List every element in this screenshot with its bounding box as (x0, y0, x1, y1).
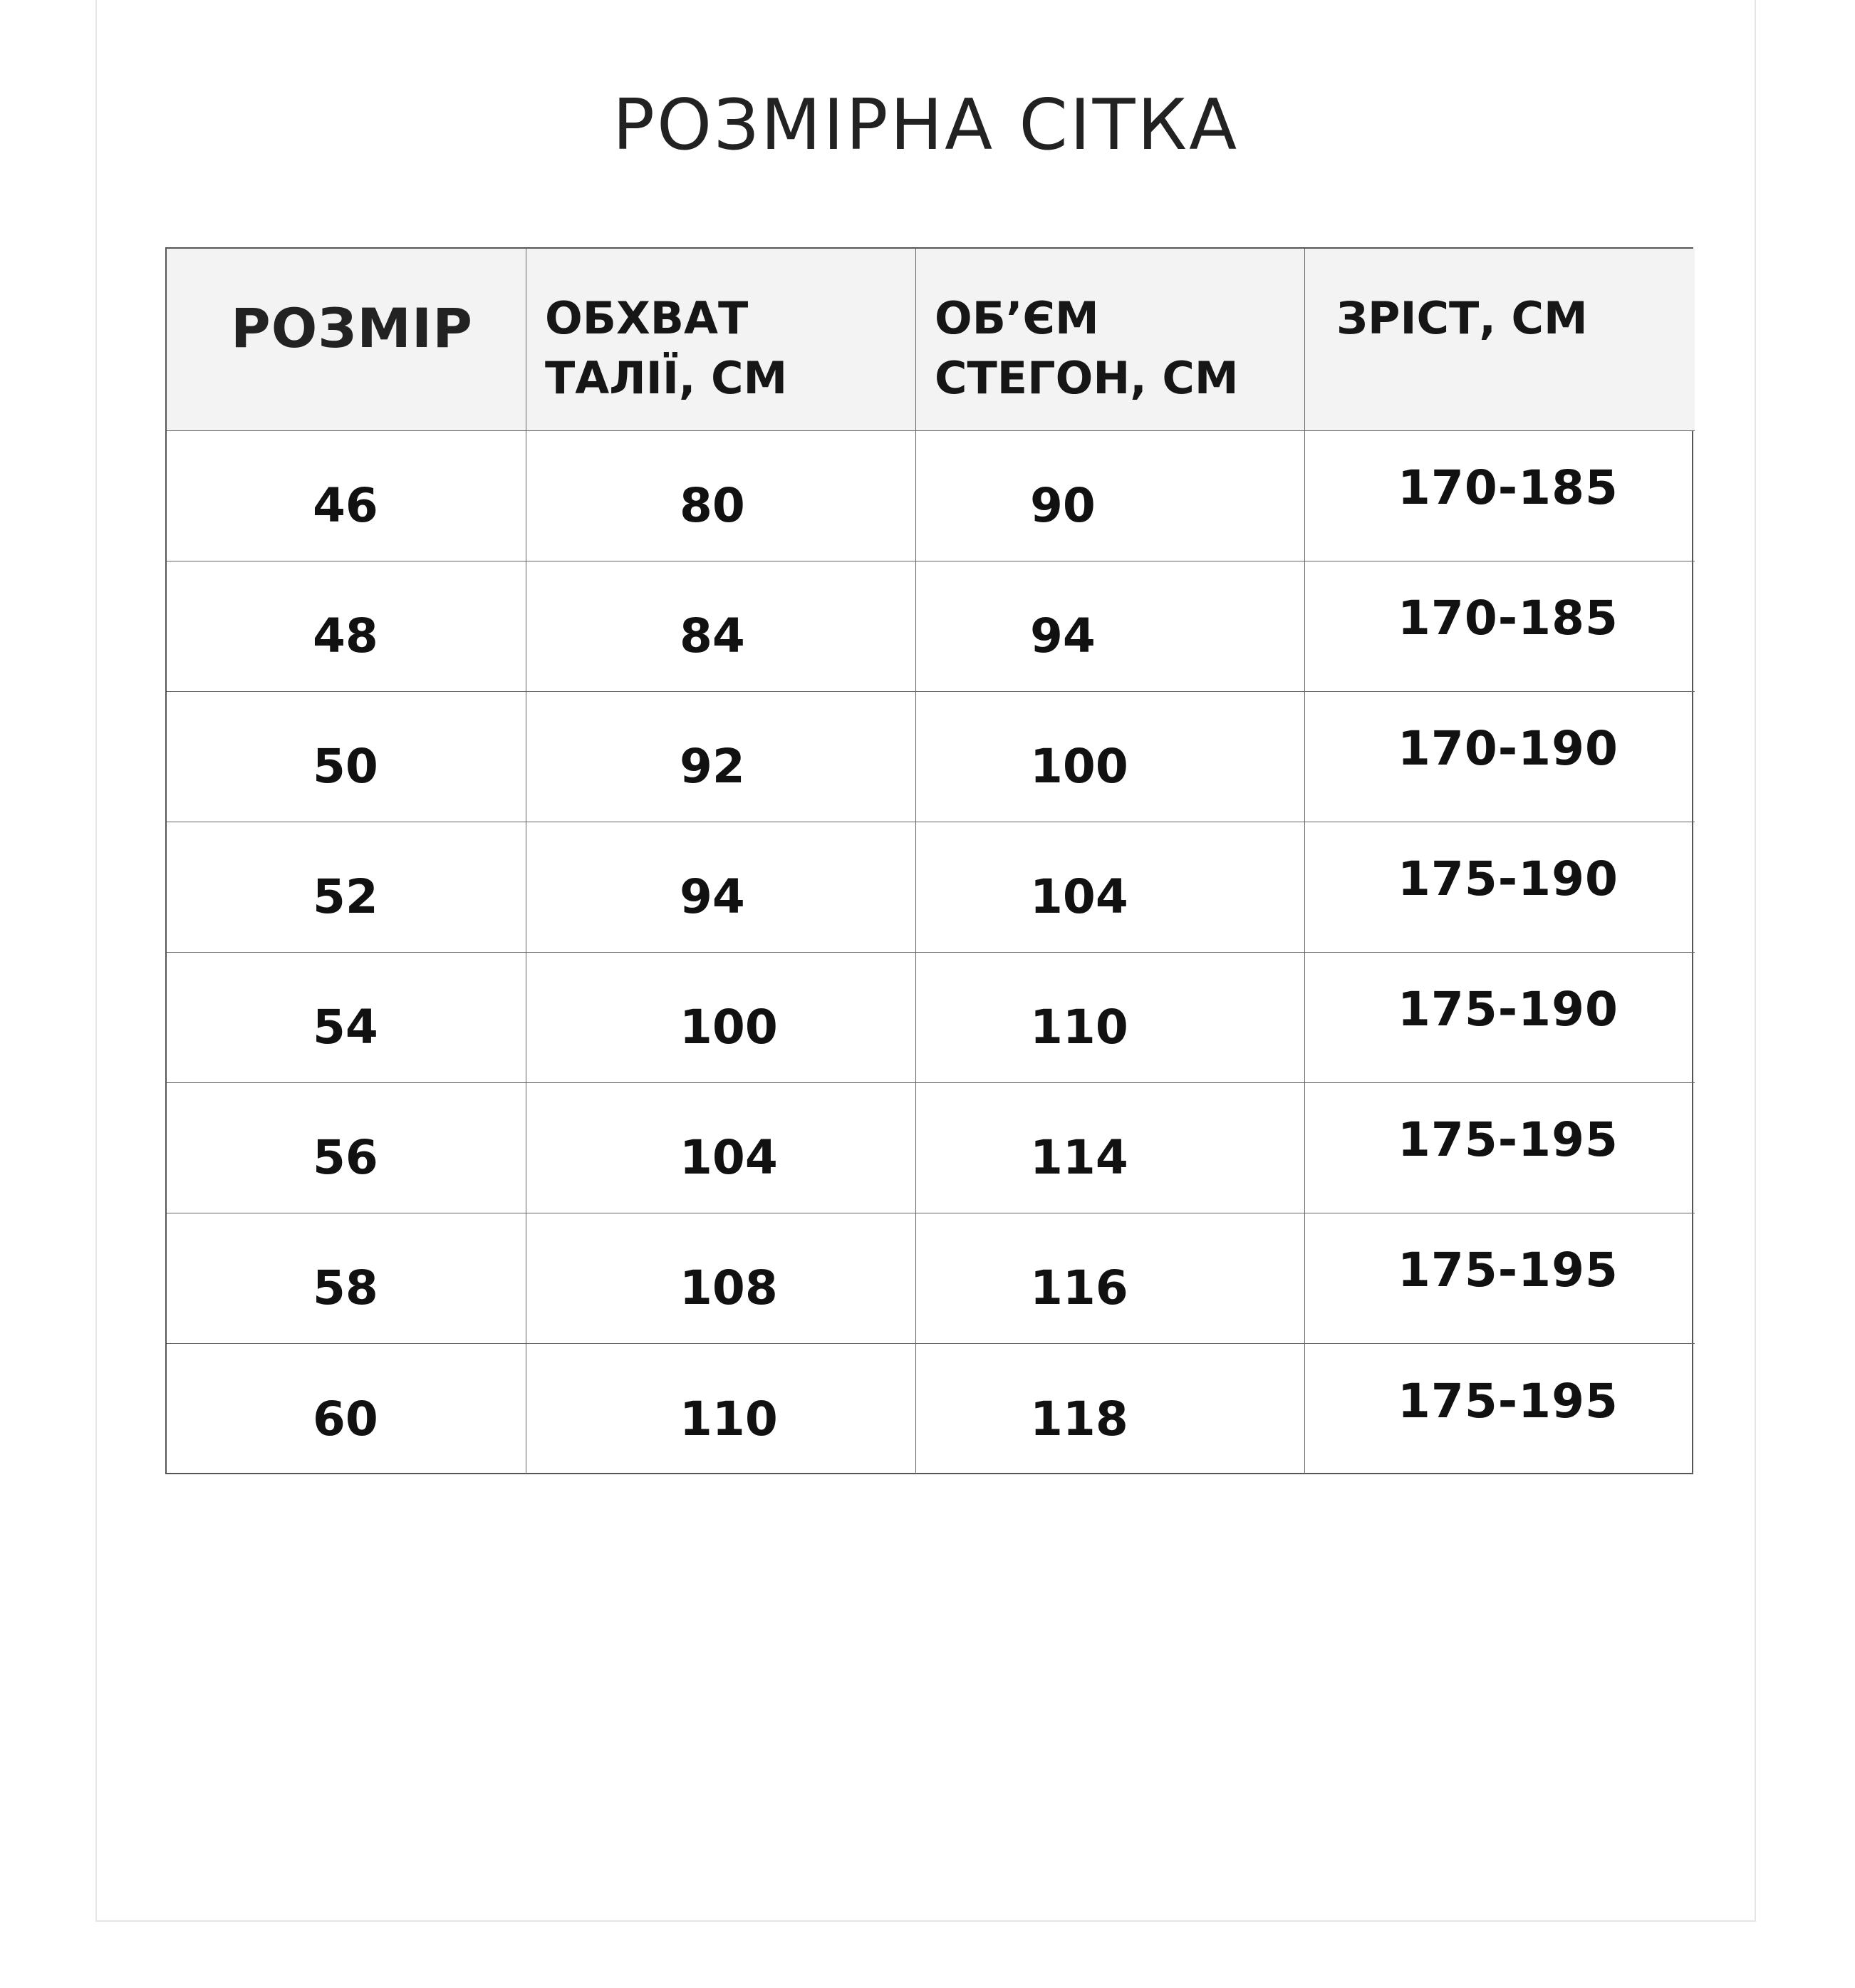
table-cell (1305, 692, 1695, 822)
table-cell (916, 953, 1305, 1083)
cell-size: 60 (313, 1391, 378, 1446)
header-height-label: ЗРІСТ, СМ (1336, 292, 1588, 344)
table-cell (1305, 561, 1695, 692)
header-waist-line1: ОБХВАТ (545, 292, 749, 344)
header-size (167, 249, 526, 431)
table-cell (1305, 431, 1695, 561)
header-waist-line2: ТАЛІЇ, СМ (545, 352, 788, 404)
header-size-label: РОЗМІР (231, 296, 473, 360)
table-cell (526, 1083, 916, 1213)
cell-height: 175-195 (1398, 1373, 1618, 1429)
table-cell (526, 1344, 916, 1474)
size-table (165, 247, 1693, 1474)
cell-hips: 90 (1030, 478, 1096, 533)
cell-size: 48 (313, 609, 378, 663)
table-cell (1305, 1083, 1695, 1213)
cell-height: 175-195 (1398, 1112, 1618, 1167)
table-cell (167, 822, 526, 953)
cell-height: 170-185 (1398, 591, 1618, 646)
cell-waist: 100 (680, 1000, 778, 1055)
table-cell (1305, 953, 1695, 1083)
cell-height: 175-190 (1398, 851, 1618, 906)
table-cell (167, 953, 526, 1083)
header-hips-line2: СТЕГОН, СМ (935, 352, 1239, 404)
page-title: РОЗМІРНА СІТКА (612, 85, 1240, 166)
table-cell (167, 1344, 526, 1474)
table-cell (526, 431, 916, 561)
cell-height: 175-195 (1398, 1243, 1618, 1298)
table-cell (526, 692, 916, 822)
cell-hips: 118 (1030, 1391, 1128, 1446)
table-cell (1305, 1213, 1695, 1344)
cell-hips: 104 (1030, 869, 1128, 924)
table-cell (167, 1213, 526, 1344)
cell-waist: 84 (680, 609, 745, 663)
cell-hips: 100 (1030, 739, 1128, 794)
table-cell (916, 822, 1305, 953)
table-cell (167, 1083, 526, 1213)
table-cell (167, 692, 526, 822)
cell-waist: 92 (680, 739, 745, 794)
table-cell (167, 431, 526, 561)
header-waist (526, 249, 916, 431)
header-hips-line1: ОБ’ЄМ (935, 292, 1099, 344)
cell-hips: 114 (1030, 1130, 1128, 1185)
table-cell (916, 561, 1305, 692)
cell-hips: 94 (1030, 609, 1096, 663)
table-cell (916, 431, 1305, 561)
cell-size: 52 (313, 869, 378, 924)
table-cell (1305, 1344, 1695, 1474)
header-height (1305, 249, 1695, 431)
cell-waist: 104 (680, 1130, 778, 1185)
table-cell (526, 822, 916, 953)
cell-size: 54 (313, 1000, 378, 1055)
header-hips (916, 249, 1305, 431)
table-cell (1305, 822, 1695, 953)
table-cell (167, 561, 526, 692)
cell-hips: 110 (1030, 1000, 1128, 1055)
cell-size: 50 (313, 739, 378, 794)
size-chart-card (95, 0, 1756, 1922)
cell-height: 170-185 (1398, 460, 1618, 515)
table-cell (916, 692, 1305, 822)
cell-height: 170-190 (1398, 721, 1618, 776)
cell-waist: 110 (680, 1391, 778, 1446)
table-cell (526, 953, 916, 1083)
table-cell (526, 561, 916, 692)
cell-hips: 116 (1030, 1260, 1128, 1315)
cell-height: 175-190 (1398, 982, 1618, 1037)
cell-waist: 80 (680, 478, 745, 533)
cell-waist: 94 (680, 869, 745, 924)
table-cell (916, 1213, 1305, 1344)
cell-size: 46 (313, 478, 378, 533)
table-cell (916, 1344, 1305, 1474)
cell-waist: 108 (680, 1260, 778, 1315)
cell-size: 58 (313, 1260, 378, 1315)
table-cell (526, 1213, 916, 1344)
table-cell (916, 1083, 1305, 1213)
cell-size: 56 (313, 1130, 378, 1185)
